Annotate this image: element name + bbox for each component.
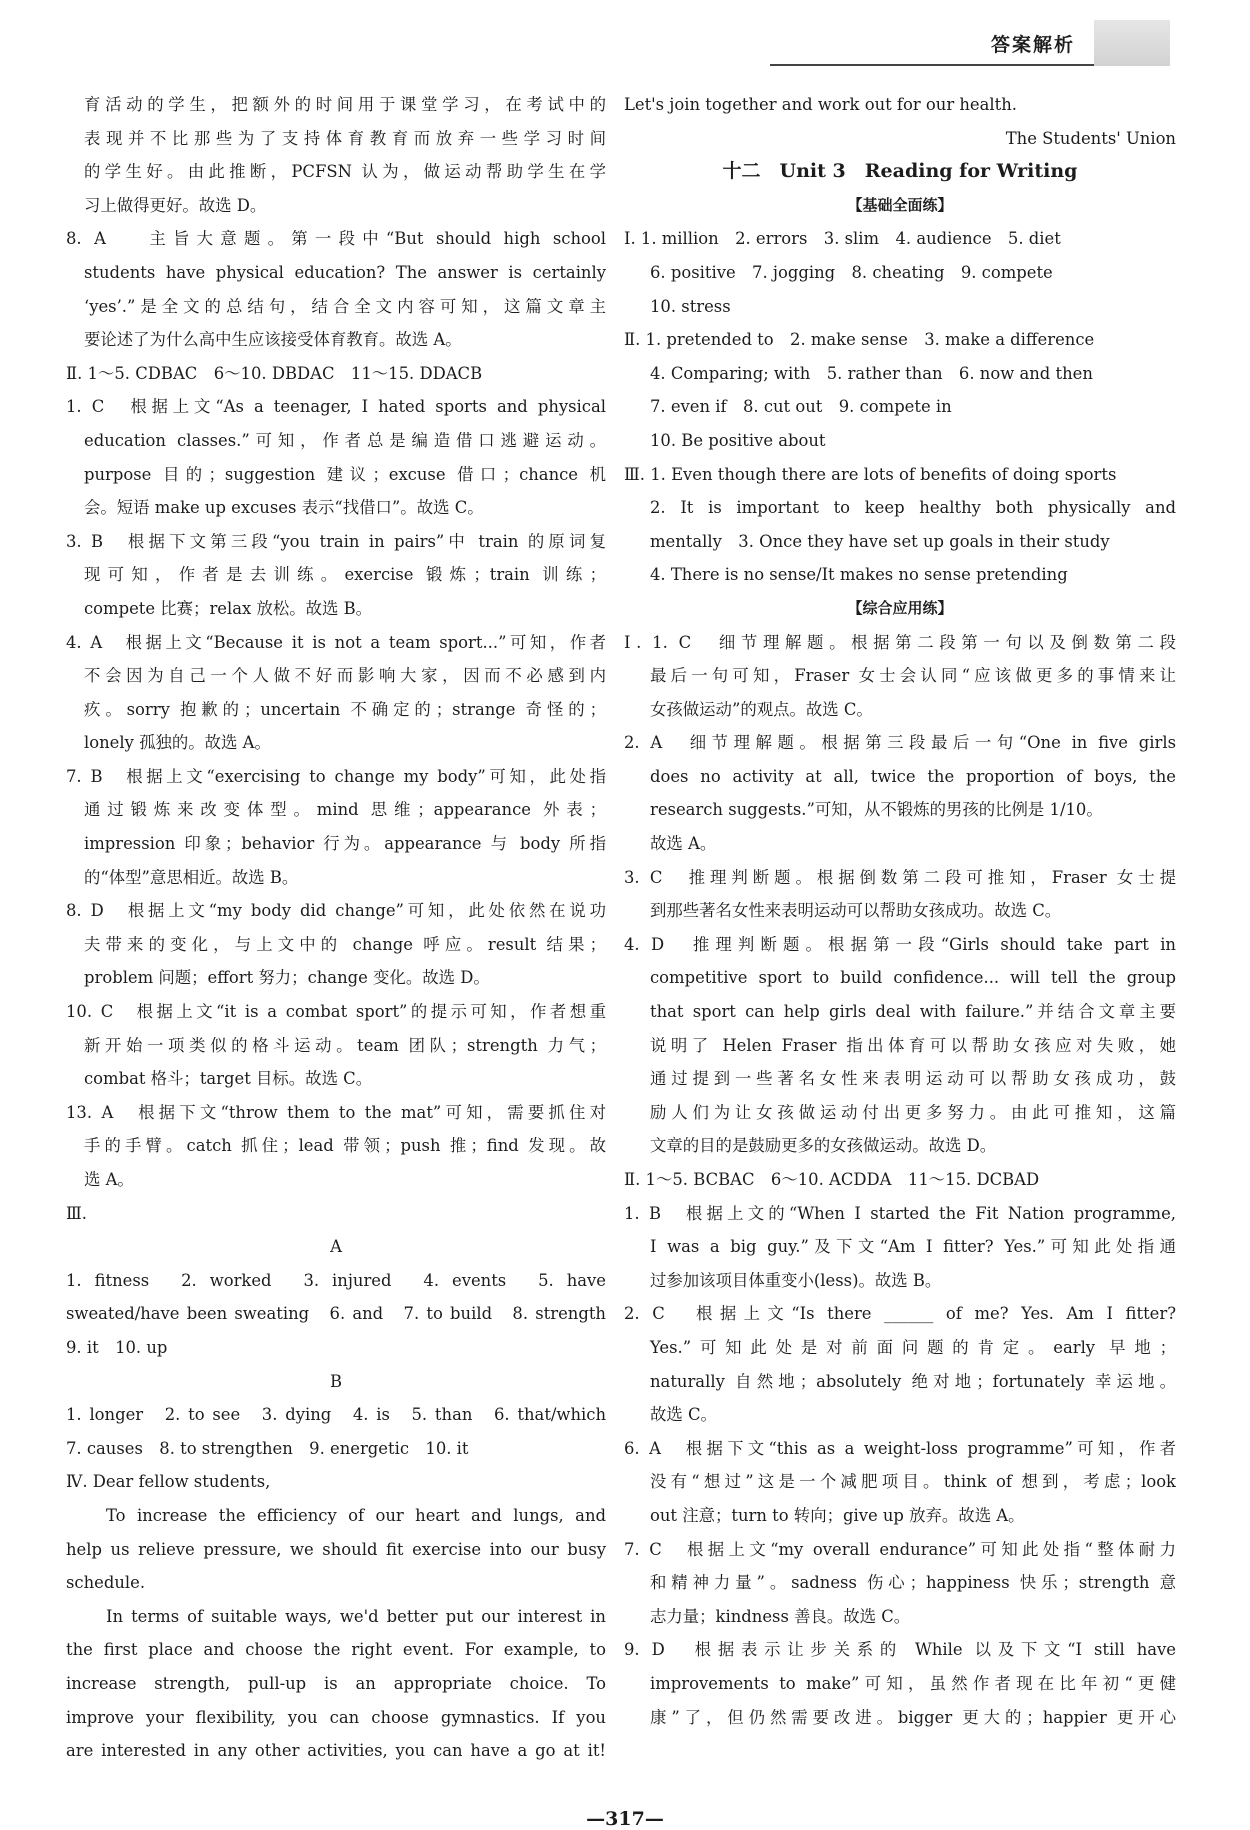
text-line: research suggests.”可知，从不锻炼的男孩的比例是 1/10。	[650, 800, 1103, 820]
text-line: Ⅱ. 1～5. CDBAC 6～10. DBDAC 11～15. DDACB	[66, 363, 483, 383]
text-line: 8. A 主旨大意题。第一段中“But should high school	[66, 229, 606, 249]
text-line: 10. C 根据上文“it is a combat sport”的提示可知，作者想重	[66, 1002, 606, 1022]
text-line: To increase the efficiency of our heart and lungs, and	[106, 1505, 606, 1525]
text-line: I was a big guy.”及下文“Am I fitter? Yes.”可知此处指通	[650, 1237, 1176, 1257]
text-line: 志力量；kindness 善良。故选 C。	[650, 1606, 911, 1626]
text-line: 要论述了为什么高中生应该接受体育教育。故选 A。	[84, 330, 462, 350]
text-line: 会。短语 make up excuses 表示“找借口”。故选 C。	[84, 498, 484, 518]
text-line: 女孩做运动”的观点。故选 C。	[650, 699, 873, 719]
text-line: 过参加该项目体重变小(less)。故选 B。	[650, 1270, 942, 1290]
text-line: 励人们为让女孩做运动付出更多努力。由此可推知，这篇	[650, 1102, 1176, 1122]
text-line: improve your flexibility, you can choose gymnastics. If you	[66, 1707, 606, 1727]
text-line: 育活动的学生，把额外的时间用于课堂学习，在考试中的	[84, 95, 606, 114]
text-line: 文章的目的是鼓励更多的女孩做运动。故选 D。	[650, 1136, 997, 1156]
page-number: —317—	[586, 1808, 664, 1830]
text-line: 7. even if 8. cut out 9. compete in	[650, 397, 952, 417]
text-line: Ⅳ. Dear fellow students,	[66, 1472, 271, 1492]
text-line: Let's join together and work out for our health.	[624, 95, 1017, 114]
text-line: help us relieve pressure, we should fit exercise into our busy	[66, 1539, 606, 1559]
text-line: 故选 C。	[650, 1405, 717, 1425]
text-line: 4. A 根据上文“Because it is not a team sport...”可知，作者	[66, 632, 606, 652]
text-line: education classes.”可知，作者总是编造借口逃避运动。	[84, 430, 606, 450]
text-line: 选 A。	[84, 1170, 134, 1189]
text-line: 的“体型”意思相近。故选 B。	[84, 867, 299, 887]
text-line: 最后一句可知，Fraser 女士会认同“应该做更多的事情来让	[650, 666, 1176, 686]
text-line: 手的手臂。catch 抓住；lead 带领；push 推；find 发现。故	[84, 1136, 606, 1156]
text-line: 新开始一项类似的格斗运动。team 团队；strength 力气；	[84, 1035, 606, 1055]
text-line: 说明了 Helen Fraser 指出体育可以帮助女孩应对失败，她	[650, 1035, 1176, 1055]
text-line: 1. C 根据上文“As a teenager, I hated sports and physical	[66, 397, 606, 417]
text-line: Ⅲ. 1. Even though there are lots of benefits of doing sports	[624, 464, 1117, 484]
text-line: 现可知，作者是去训练。exercise 锻炼；train 训练；	[84, 565, 606, 585]
text-line: 1. fitness 2. worked 3. injured 4. events 5. have	[66, 1270, 606, 1290]
text-line: 十二 Unit 3 Reading for Writing	[722, 160, 1078, 183]
text-line: combat 格斗；target 目标。故选 C。	[84, 1069, 373, 1089]
text-line: 4. There is no sense/It makes no sense pretending	[650, 565, 1068, 585]
text-line: Ⅰ. 1. million 2. errors 3. slim 4. audience 5. diet	[624, 229, 1061, 249]
text-line: mentally 3. Once they have set up goals in their study	[650, 531, 1110, 551]
text-line: 4. D 推理判断题。根据第一段“Girls should take part in	[624, 934, 1176, 954]
text-line: The Students' Union	[1005, 128, 1176, 148]
text-line: In terms of suitable ways, we'd better put our interest in	[106, 1606, 606, 1626]
text-line: 2. It is important to keep healthy both physically and	[650, 498, 1176, 518]
text-line: Yes.”可知此处是对前面问题的肯定。early 早地；	[650, 1337, 1176, 1357]
text-line: 表现并不比那些为了支持体育教育而放弃一些学习时间	[84, 128, 606, 148]
text-line: problem 问题；effort 努力；change 变化。故选 D。	[84, 968, 490, 988]
text-line: that sport can help girls deal with failure.”并结合文章主要	[650, 1002, 1176, 1022]
text-line: 3. B 根据下文第三段“you train in pairs”中 train 的原词复	[66, 531, 606, 551]
text-line: 6. A 根据下文“this as a weight-loss programme”可知，作者	[624, 1438, 1176, 1458]
text-line: 10. Be positive about	[650, 430, 826, 450]
text-line: schedule.	[66, 1573, 146, 1593]
text-line: are interested in any other activities, you can have a go at it!	[66, 1741, 606, 1761]
text-line: 夫带来的变化，与上文中的 change 呼应。result 结果；	[84, 934, 606, 954]
left-column	[66, 88, 606, 1768]
text-line: 故选 A。	[650, 834, 717, 854]
text-line: 9. D 根据表示让步关系的 While 以及下文“I still have	[624, 1640, 1176, 1660]
text-line: 10. stress	[650, 296, 731, 316]
text-line: 习上做得更好。故选 D。	[84, 195, 267, 215]
text-line: purpose 目的；suggestion 建议；excuse 借口；chance 机	[84, 464, 606, 484]
text-line: 不会因为自己一个人做不好而影响大家，因而不必感到内	[84, 666, 606, 686]
text-line: lonely 孤独的。故选 A。	[84, 733, 271, 753]
header-title: 答案解析	[990, 34, 1075, 56]
text-line: competitive sport to build confidence... will tell the group	[650, 968, 1176, 988]
text-line: 没有“想过”这是一个减肥项目。think of 想到，考虑；look	[650, 1472, 1176, 1492]
text-line: 2. C 根据上文“Is there ______ of me? Yes. Am I fitter?	[624, 1304, 1176, 1324]
text-line: students have physical education? The answer is certainly	[84, 262, 606, 282]
text-line: Ⅰ. 1. C 细节理解题。根据第二段第一句以及倒数第二段	[624, 632, 1176, 652]
text-line: 通过提到一些著名女性来表明运动可以帮助女孩成功，鼓	[650, 1069, 1176, 1089]
text-line: 3. C 推理判断题。根据倒数第二段可推知，Fraser 女士提	[624, 867, 1176, 887]
text-line: ‘yes’.”是全文的总结句，结合全文内容可知，这篇文章主	[84, 296, 606, 316]
text-line: 2. A 细节理解题。根据第三段最后一句“One in five girls	[624, 733, 1176, 753]
right-column	[624, 88, 1176, 1734]
text-line: Ⅱ. 1. pretended to 2. make sense 3. make a difference	[624, 330, 1095, 350]
text-line: 7. causes 8. to strengthen 9. energetic 10. it	[66, 1438, 469, 1458]
text-line: the first place and choose the right event. For example, to	[66, 1640, 606, 1660]
text-line: A	[330, 1237, 342, 1257]
text-line: impression 印象；behavior 行为。appearance 与 body 所指	[84, 834, 606, 854]
text-line: 7. C 根据上文“my overall endurance”可知此处指“整体耐力	[624, 1539, 1176, 1559]
text-line: improvements to make”可知，虽然作者现在比年初“更健	[650, 1673, 1176, 1693]
text-line: B	[329, 1371, 343, 1391]
header-tab	[1094, 20, 1170, 66]
text-line: 6. positive 7. jogging 8. cheating 9. compete	[650, 262, 1053, 282]
text-line: 7. B 根据上文“exercising to change my body”可知，此处指	[66, 766, 606, 786]
text-line: 的学生好。由此推断，PCFSN 认为，做运动帮助学生在学	[84, 162, 606, 182]
text-line: sweated/have been sweating 6. and 7. to build 8. strength	[66, 1304, 606, 1324]
text-line: 8. D 根据上文“my body did change”可知，此处依然在说功	[66, 901, 606, 921]
text-line: 通过锻炼来改变体型。mind 思维；appearance 外表；	[84, 800, 606, 820]
text-line: 【综合应用练】	[847, 598, 953, 617]
text-line: does no activity at all, twice the proportion of boys, the	[650, 766, 1176, 786]
text-line: 到那些著名女性来表明运动可以帮助女孩成功。故选 C。	[650, 901, 1062, 921]
text-line: 4. Comparing; with 5. rather than 6. now and then	[650, 363, 1093, 383]
text-line: Ⅲ.	[66, 1203, 88, 1223]
text-line: 13. A 根据下文“throw them to the mat”可知，需要抓住对	[66, 1102, 606, 1122]
text-line: naturally 自然地；absolutely 绝对地；fortunately 幸运地。	[650, 1371, 1176, 1391]
text-line: 和精神力量”。sadness 伤心；happiness 快乐；strength 意	[650, 1573, 1176, 1593]
text-line: 【基础全面练】	[847, 195, 953, 214]
text-line: 1. longer 2. to see 3. dying 4. is 5. than 6. that/which	[66, 1405, 606, 1425]
page-header	[770, 20, 1170, 66]
text-line: Ⅱ. 1～5. BCBAC 6～10. ACDDA 11～15. DCBAD	[624, 1170, 1040, 1189]
text-line: increase strength, pull-up is an appropriate choice. To	[66, 1673, 606, 1693]
text-line: out 注意；turn to 转向；give up 放弃。故选 A。	[650, 1505, 1025, 1525]
text-line: compete 比赛；relax 放松。故选 B。	[84, 598, 373, 618]
text-line: 康”了，但仍然需要改进。bigger 更大的；happier 更开心	[650, 1707, 1176, 1727]
text-line: 1. B 根据上文的“When I started the Fit Nation programme,	[624, 1203, 1176, 1223]
text-line: 疚。sorry 抱歉的；uncertain 不确定的；strange 奇怪的；	[84, 699, 606, 719]
text-line: 9. it 10. up	[66, 1337, 168, 1357]
